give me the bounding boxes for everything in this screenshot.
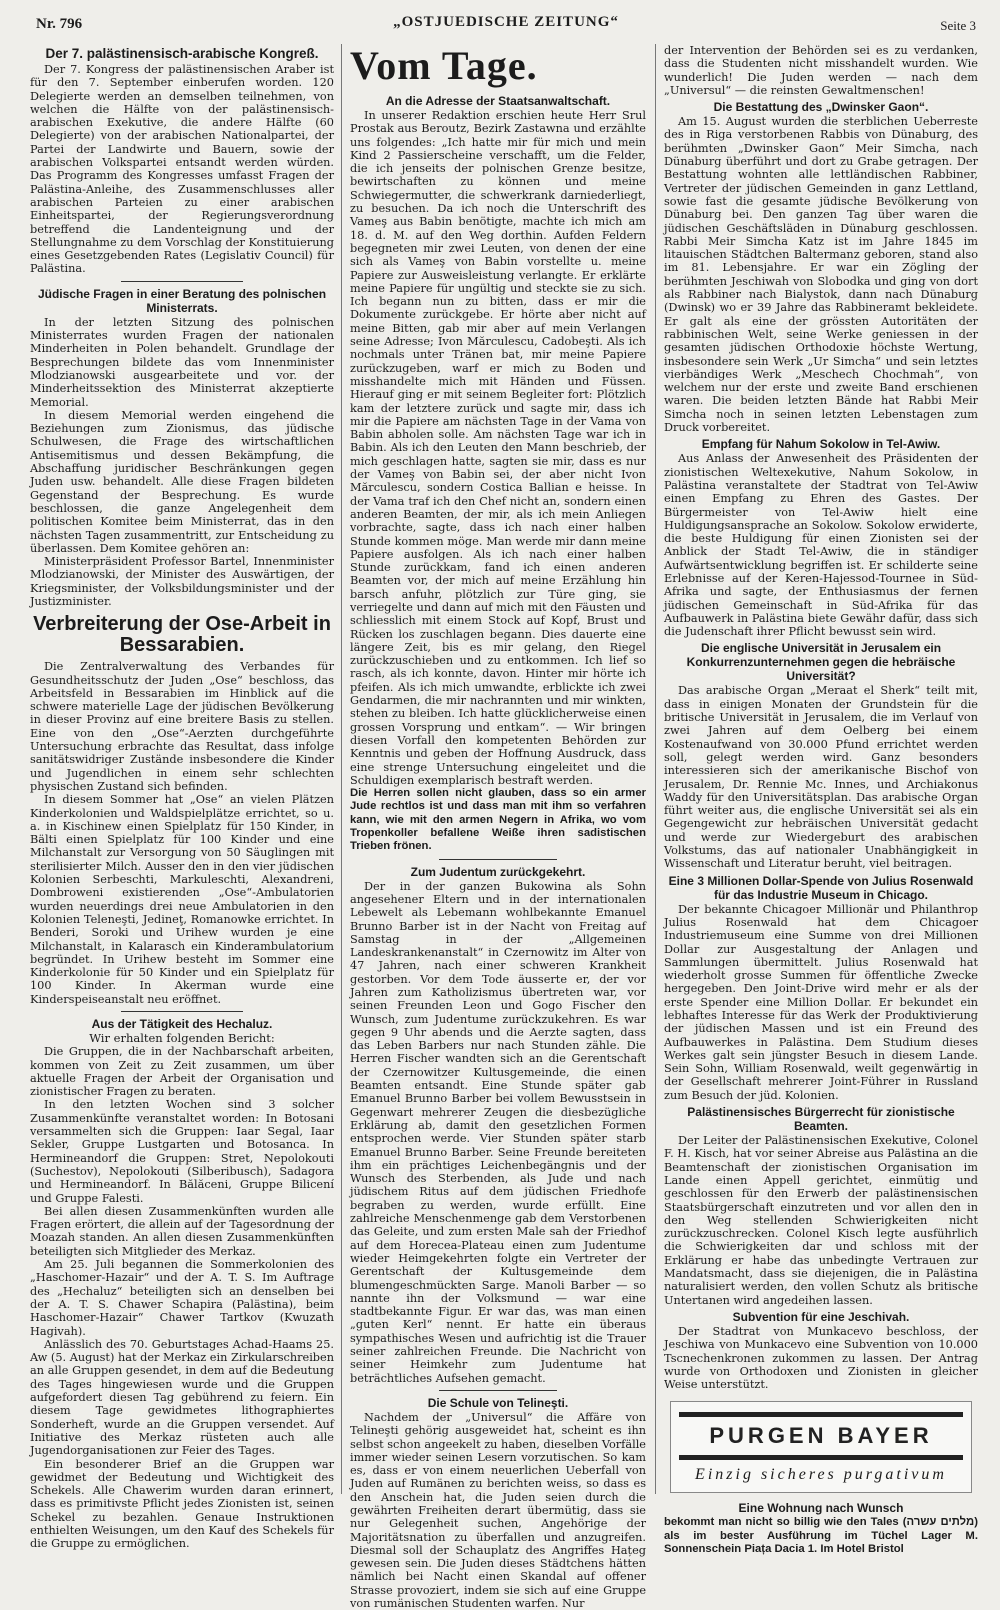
article-paragraph: Ein besonderer Brief an die Gruppen war gewidmet der Bedeutung und Wichtigkeit des Schekels. Alle Chawerim wurden daran erinnert, dass es primitivste Pflicht jedes Zionisten ist, seinen Schekel zu bezahlen. Genaue Instruktionen enthielten Weisungen, um den Kauf des Schekels für die Gruppe zu ermöglichen.	[30, 1457, 334, 1551]
article-paragraph: Aus Anlass der Anwesenheit des Präsidenten der zionistischen Weltexekutive, Nahum Sokolow, in Palästina veranstaltete der Stadtrat von Tel-Awiw einen Empfang zu Ehren des Gastes. Der Bürgermeister von Tel-Awiw hielt eine Huldigungsansprache an Sokolow. Sokolow erwiderte, die beste Huldigung für einen Zionisten sei der Anblick der Stadt Tel-Awiw, die in ständiger Aufwärtsentwicklung begriffen ist. Er schilderte seine Erlebnisse auf der Keren-Hajessod-Tournee in Süd-Afrika und sagte, der Enthusiasmus der fernen jüdischen Gemeinschaft in Süd-Afrika für das Aufbauwerk in Palästina biete Gewähr dafür, dass sich die Judenschaft ihrer Pflicht bewusst sein wird.	[664, 452, 978, 639]
article-paragraph: Der bekannte Chicagoer Millionär und Philanthrop Julius Rosenwald hat dem Chicagoer Industriemuseum eine Summe von drei Millionen Dollar zur Ausgestaltung der Anlagen und Sammlungen übermittelt. Julius Rosenwald hat wiederholt grosse Summen für öffentliche Zwecke hergegeben. Den Joint-Drive wird mehr er als der erste Spender eine Million Dollar. Er bekundet ein lebhaftes Interesse für das Werk der Produktivierung der jüdischen Massen und ist ein Freund des Aufbauwerkes in Palästina. Dem Studium dieses Werkes galt sein jüngster Besuch in diesem Lande. Sein Sohn, William Rosenwald, weilt gegenwärtig in der Gesellschaft mehrerer Joint-Führer in Russland zum Besuch der jüd. Kolonien.	[664, 902, 978, 1102]
newspaper-title: „OSTJUEDISCHE ZEITUNG“	[393, 14, 619, 30]
article-title: Jüdische Fragen in einer Beratung des polnischen Ministerrats.	[37, 286, 327, 315]
article-title: An die Adresse der Staatsanwaltschaft.	[385, 94, 611, 108]
section-title: Vom Tage.	[350, 43, 538, 88]
article-title: Palästinensisches Bürgerrecht für zionistische Beamten.	[687, 1105, 955, 1134]
article-paragraph: Nachdem der „Universul“ die Affäre von Telineşti gehörig ausgeweidet hat, scheint es ihn selbst schon angeekelt zu haben, dieselben Vorfälle immer wieder seinen Lesern vorzutischen. So kam es, dass er von einem neuerlichen Ueberfall von Juden auf Rumänen zu berichten weiss, so dass es den Anschein hat, die Juden seien durch die gewährten Freiheiten derart übermütig, dass sie nur Gelegenheit suchen, Angehörige der Majoritätsnation zu überfallen und anzugreifen. Diesmal soll der Schauplatz des Angriffes Hațeg gewesen sein. Die Juden dieses Städtchens hätten nämlich bei Nacht einen Skandal auf offener Strasse provoziert, indem sie sich auf eine Gruppe von rumänischen Studenten warfen. Nur	[350, 1410, 646, 1610]
issue-number: Nr. 796	[36, 16, 83, 32]
ad-rule	[679, 1455, 963, 1460]
article-paragraph: Am 15. August wurden die sterblichen Ueberreste des in Riga verstorbenen Rabbis von Dünaburg, des berühmten „Dwinsker Gaon“ Meir Simcha, nach Dünaburg überführt und dort zu Grabe getragen. Der Bestattung wohnten alle lettländischen Rabbiner, Vertreter der jüdischen Gemeinden in ganz Lettland, sowie fast die gesamte jüdische Bevölkerung von Dünaburg bei. Den ganzen Tag über waren die jüdischen Geschäftsläden in Dünaburg geschlossen. Rabbi Meir Simcha Katz ist im Jahre 1845 im litauischen Städtchen Baltermanz geboren, stand also im 81. Lebensjahre. Er war ein Zögling der berühmten Jeschiwah von Slobodka und ging von dort als Rabbiner nach Bialystok, dann nach Dünaburg (Dwinsk) wo er 39 Jahre das Rabbineramt bekleidete. Er galt als eine der grössten Autoritäten der rabbinischen Welt, seine Werke geniessen in der gesamten jüdischen Orthodoxie höchste Wertung, insbesondere sein Werk „Ur Simcha“ und sein letztes vierbändiges Werk „Meschech Chochmah“, von welchem nur der erste und zweite Band erschienen waren. Die beiden letzten Bände hat Rabbi Meir Simcha noch in seinen letzten Lebenstagen zum Druck vorbereitet.	[664, 115, 978, 435]
article-title: Eine Wohnung nach Wunsch	[738, 1501, 904, 1516]
article-paragraph: Die Gruppen, die in der Nachbarschaft arbeiten, kommen von Zeit zu Zeit zusammen, um über aktuelle Fragen der Arbeit der Organisation und zionistischer Fragen zu beraten.	[30, 1045, 334, 1099]
article-title: Aus der Tätigkeit des Hechaluz.	[91, 1017, 273, 1031]
article-paragraph: Der Stadtrat von Munkacevo beschloss, der Jeschiwa von Munkacevo eine Subvention von 10.000 Tscnechenkronen zukommen zu lassen. Der Antrag wurde von Orthodoxen und Zionisten in gleicher Weise unterstützt.	[664, 1324, 978, 1392]
article-title: Der 7. palästinensisch-arabische Kongreß.	[45, 46, 319, 61]
article-paragraph: Am 25. Juli begannen die Sommerkolonien des „Haschomer-Hazair“ und der A. T. S. Im Auftrage des „Hechaluz“ beteiligten sich an denselben bei der A. T. S. Chawer Schapira (Palästina), beim Haschomer-Hazair“ Chawer Tartkov (Kwuzath Hagivah).	[30, 1258, 334, 1338]
article-paragraph: Ministerpräsident Professor Bartel, Innenminister Mlodzianowski, der Minister des Auswärtigen, der Kriegsminister, der Volksbildungsminister und der Justizminister.	[30, 555, 334, 608]
ad-rule	[679, 1412, 963, 1417]
article-paragraph: Der in der ganzen Bukowina als Sohn angesehener Eltern und in der internationalen Lebewelt als Lebemann wohlbekannte Emanuel Brunno Barber ist in der Nacht von Freitag auf Samstag in der „Allgemeinen Landeskrankenanstalt“ in Czernowitz im Alter von 47 Jahren, nach einer schweren Krankheit gestorben. Vor dem Tode äusserte er, der vor Jahren zum Katholizismus übertreten war, vor seinen Freunden Leon und Gogo Fischer den Wunsch, zum Judentume zurückzukehren. Es war gegen 9 Uhr abends und die Aerzte sagten, dass das Leben Barbers nur nach Stunden zähle. Die Herren Fischer wandten sich an die Gerentschaft der Czernowitzer Kultusgemeinde, die einen Beamten entsandt. Eine Stunde später gab Emanuel Brunno Barber bei vollem Bewusstsein in Gegenwart mehrerer Zeugen die diesbezügliche Erklärung ab, damit den gesetzlichen Formen entsprochen werde. Vier Stunden später starb Emanuel Brunno Barber. Seine Freunde bereiteten ihm ein prächtiges Leichenbegängnis und der Wunsch des Sterbenden, als Jude und nach jüdischem Ritus auf dem jüdischen Friedhofe begraben zu werden, wurde erfüllt. Eine zahlreiche Menschenmenge gab dem Verstorbenen das Geleite, und zum ersten Male sah der Friedhof auf dem Horecea-Plateau einen zum Judentume wieder Heimgekehrten folgte ein Vertreter der Gerentschaft der Kultusgemeinde dem blumengeschmückten Sarge. Manoli Barber — so nannte ihn der Volksmund — war eine stadtbekannte Figur. Er war das, was man einen „guten Kerl“ nennt. Er hatte ein überaus sympathisches Wesen und aufrichtig ist die Trauer seiner zahlreichen Freunde. Die Nachricht von seiner Heimkehr zum Judentume hat beträchtliches Aufsehen gemacht.	[350, 879, 646, 1385]
article-paragraph: In diesem Sommer hat „Ose“ an vielen Plätzen Kinderkolonien und Waldspielplätze errichtet, so u. a. in Kischinew einen Spielplatz für 150 Kinder, in Bälti einen Spielplatz für 100 Kinder und eine Milchanstalt zur Versorgung von 50 Säuglingen mit sterilisierter Milch. Ausser den in den vier jüdischen Kolonien Serbeschti, Markuleschti, Alexandreni, Dombroweni existierenden „Ose“-Ambulatorien wurden neuerdings drei neue Ambulatorien in den Kolonien Teleneşti, Jedineţ, Romanowke errichtet. In Benderi, Soroki und Urihew wurden je eine Milchanstalt, in Kalarasch ein Kinderambulatorium begründet. In Urihew besteht im Sommer eine Kinderkolonie für 50 Kinder und ein Spielplatz für 100 Kinder. In Akerman wurde eine Kinderspeiseanstalt neu eröffnet.	[30, 793, 334, 1006]
article-paragraph: Das arabische Organ „Meraat el Sherk“ teilt mit, dass in einigen Monaten der Grundstein für die britische Universität in Jerusalem, die im Verlauf von zwei Jahren auf dem Oelberg bei einem Kostenaufwand von 30.000 Pfund errichtet werden soll, gelegt werden wird. Ganz besonders interessieren sich der amerikanische Bischof von Jerusalem, Dr. Rennie Mc. Innes, und Archiakonus Waddy für den Universitätsplan. Das arabische Organ führt weiter aus, die englische Universität sei als ein Gegengewicht zur hebräischen Universität gedacht und werde zur Wiedergeburt des arabischen Volkstums, das auf nationaler Unabhängigkeit in Wissenschaft und Literatur beruht, viel beitragen.	[664, 684, 978, 871]
article-paragraph: Der Leiter der Palästinensischen Exekutive, Colonel F. H. Kisch, hat vor seiner Abreise aus Palästina an die Beamtenschaft der zionistischen Organisation im Lande einen Appell gerichtet, einmütig und geschlossen für den Erwerb der palästinensischen Staatsbürgerschaft einzutreten und vor allen den in den Weg stellenden Schwierigkeiten nicht zurückzuschrecken. Colonel Kisch legte ausführlich die Schwierigkeiten dar und schloss mit der Erklärung er habe das unbedingte Vertrauen zur Mandatsmacht, dass sie diejenigen, die in Palästina naturalisiert werden, den vollen Schutz als britische Untertanen wird angedeihen lassen.	[664, 1134, 978, 1307]
column-middle	[350, 43, 646, 1610]
page-number: Seite 3	[940, 18, 976, 33]
article-title: Die Schule von Telineşti.	[427, 1395, 569, 1410]
column-divider	[655, 44, 656, 1494]
article-bold-paragraph: Die Herren sollen nicht glauben, dass so ein armer Jude rechtlos ist und dass man mit ihm so verfahren kann, wie mit den armen Negern in Afrika, wo vom Tropenkoller befallene Weiße ihren sadistischen Trieben frönen.	[350, 787, 646, 853]
article-title: Zum Judentum zurückgekehrt.	[410, 864, 586, 879]
article-title: Empfang für Nahum Sokolow in Tel-Awiw.	[701, 437, 941, 452]
article-paragraph: der Intervention der Behörden sei es zu verdanken, dass die Studenten nicht misshandelt wurden. Wie wunderlich! Die Juden werden — nach dem „Universul“ — die reinsten Gewaltmenschen!	[664, 44, 978, 97]
article-paragraph: Der 7. Kongress der palästinensischen Araber ist für den 7. September einberufen worden. 120 Delegierte werden an demselben teilnehmen, von welchen die Hälfte von der palästinensisch-arabischen Exekutive, die andere Hälfte (60 Delegierte) von der arabischen Nationalpartei, der Partei der Landwirte und Bauern, sowie der arabischen Volkspartei entsandt werden würden. Das Programm des Kongresses umfasst Fragen der Palästina-Anleihe, des Zusammenschlusses aller arabischen Parteien zu einer arabischen Einheitspartei, der Regierungsverordnung betreffend die Landenteignung und der Stellungnahme zu dem Vorschlag der Konstituierung eines Gesetzgebenden Rates (Legislativ Council) für Palästina.	[30, 63, 334, 276]
advertisement-purgen	[670, 1401, 972, 1493]
advertisement-text: bekommt man nicht so billig wie den Tales (מלתים עשרה) als im bester Ausführung im Tüchel Lager M. Sonnenschein Piața Dacia 1. Im Hotel Bristol	[664, 1516, 978, 1556]
article-title: Verbreiterung der Ose-Arbeit in Bessarabien.	[33, 613, 331, 657]
ad-slogan: Einzig sicheres purgativum	[695, 1466, 947, 1484]
article-title: Die englische Universität in Jerusalem ein Konkurrenzunternehmen gegen die hebräische Universität?	[686, 641, 956, 684]
article-paragraph: In unserer Redaktion erschien heute Herr Srul Prostak aus Beroutz, Bezirk Zastawna und erzählte uns folgendes: „Ich hatte mir für mich und mein Kind 2 Passierscheine verschafft, um die Felder, die ich jenseits der polnischen Grenze besitze, bewirtschaften zu können und meine Schwiegermutter, die schwerkrank darniederliegt, zu besuchen. Da ich noch die Unterschrift des Vameş aus Babin benötigte, machte ich mich am 18. d. M. auf den Weg dorthin. Aufden Feldern begegneten mir zwei Leuten, von denen der eine sich als Vameş von Babin vorstellte u. meine Papiere zur Ausweisleistung verlangte. Er erklärte meine Papiere für ungültig und steckte sie zu sich. Ich begann nun zu bitten, dass er mir die Dokumente zurückgebe. Er hörte aber nicht auf meine Bitten, gab mir aber auf mein Verlangen seine Adresse; Ivon Mărculescu, Cadobeşti. Als ich nochmals unter Tränen bat, mir meine Papiere zurückzugeben, warf er mich zu Boden und misshandelte mich mit Händen und Füssen. Hierauf ging er mit seinem Begleiter fort: Plötzlich kam der letztere zurück und sagte mir, dass ich mir die Papiere am nächsten Tage in der Vama von Babin abholen solle. Am nächsten Tage war ich in Babin. Als ich den Leuten den Mann beschrieb, der mich geschlagen hatte, sagten sie mir, dass es nur der Vameş von Babin sei, der aber nicht Ivon Mărculescu, sondern Costica Ballian e heisse. In der Vama traf ich den Chef nicht an, sondern einen anderen Beamten, der mir, als ich mein Anliegen vorbrachte, sagte, dass ich nach einer halben Stunde kommen möge. Man werde mir dann meine Papiere ausfolgen. Als ich nach einer halben Stunde zurückkam, fand ich einen anderen Beamten vor, der mich auf meine Erzählung hin barsch anfuhr, plötzlich zur Türe ging, sie verriegelte und dann auf mich mit den Fäusten und schliesslich mit einem Stock auf Kopf, Brust und Rücken los zuschlagen begann. Dies dauerte eine längere Zeit, bis es mir gelang, den Riegel zurückzuschieben und zu entkommen. Ich lief so rasch, als ich konnte, davon. Hinter mir hörte ich pfeifen. Als ich mich umwandte, erblickte ich zwei Gendarmen, die mir nachrannten und mir winkten, stehen zu bleiben. Ich hatte glücklicherweise einen grossen Vorsprung und entkam“. — Wir bringen diesen Vorfall den kompetenten Behörden zur Kenntnis und geben der Hoffnung Ausdruck, dass eine strenge Untersuchung eingeleitet und die Schuldigen exemplarisch bestraft werden.	[350, 109, 646, 787]
separator	[121, 281, 243, 282]
article-subtitle: Wir erhalten folgenden Bericht:	[89, 1031, 275, 1045]
article-title: Subvention für eine Jeschivah.	[732, 1309, 910, 1324]
column-divider	[341, 44, 342, 1494]
separator	[439, 859, 557, 860]
article-paragraph: Die Zentralverwaltung des Verbandes für Gesundheitsschutz der Juden „Ose“ beschloss, das Arbeitsfeld in Bessarabien im Hinblick auf die schwere materielle Lage der jüdischen Bevölkerung in dieser Provinz auf eine breitere Basis zu stellen. Eine von den „Ose“-Aerzten durchgeführte Untersuchung erbrachte das Resultat, dass infolge sanitätswidriger Zustände insbesondere die Kinder und Jugendlichen in einem sehr schlechten physischen Zustand sich befinden.	[30, 660, 334, 793]
article-paragraph: In der letzten Sitzung des polnischen Ministerrates wurden Fragen der nationalen Minderheiten in Polen behandelt. Grundlage der Besprechungen bildete das vom Innenminister Mlodzianowski ausgearbeitete und vor. der Minderheitssektion des Ministerrat akzeptierte Memorial.	[30, 315, 334, 409]
article-paragraph: In den letzten Wochen sind 3 solcher Zusammenkünfte veranstaltet worden: In Botosani versammelten sich die Gruppen: Iaar Segal, Iaar Sekler, Gruppe Lustgarten und Botosanca. In Hermineandorf die Gruppen: Stret, Nepolokouti (Suchestov), Nepolokouti (Silberibusch), Sadagora und Hermineandorf. In Bălăceni, Gruppe Bilicení und Gruppe Falesti.	[30, 1098, 334, 1205]
article-title: Die Bestattung des „Dwinsker Gaon“.	[713, 100, 929, 115]
ad-brand: PURGEN BAYER	[709, 1423, 933, 1449]
page-header	[36, 10, 976, 36]
separator	[121, 1011, 243, 1012]
separator	[439, 1390, 557, 1391]
article-paragraph: In diesem Memorial werden eingehend die Beziehungen zum Zionismus, das jüdische Schulwesen, die Frage des wirtschaftlichen Antisemitismus und dessen Bekämpfung, die Abschaffung juridischer Beschränkungen gegen Juden usw. behandelt. Alle diese Fragen bildeten Gegenstand der Besprechung. Es wurde beschlossen, die ganze Angelegenheit dem politischen Komitee beim Ministerrat, das in den nächsten Tagen zusammentritt, zur Entscheidung zu überlassen. Dem Komitee gehören an:	[30, 408, 334, 555]
column-left	[30, 44, 334, 1551]
article-title: Eine 3 Millionen Dollar-Spende von Julius Rosenwald für das Industrie Museum in Chicago.	[668, 873, 974, 902]
article-paragraph: Bei allen diesen Zusammenkünften wurden alle Fragen erörtert, die allein auf der Tagesordnung der Moazah standen. An allen diesen Zusammenkünften beteiligten sich Mitglieder des Merkaz.	[30, 1204, 334, 1258]
article-paragraph: Anlässlich des 70. Geburtstages Achad-Haams 25. Aw (5. August) hat der Merkaz ein Zirkularschreiben an alle Gruppen gesendet, in dem auf die Bedeutung des Tages hingewiesen wurde und die Gruppen aufgefordert diesen Tag gebührend zu feiern. Ein diesem Tage gewidmetes lithographiertes Sonderheft, wurde an die Gruppen versendet. Auf Initiative des Merkaz rüsteten auch alle Jugendorganisationen zur Feier des Tages.	[30, 1337, 334, 1458]
column-right	[664, 44, 978, 1556]
